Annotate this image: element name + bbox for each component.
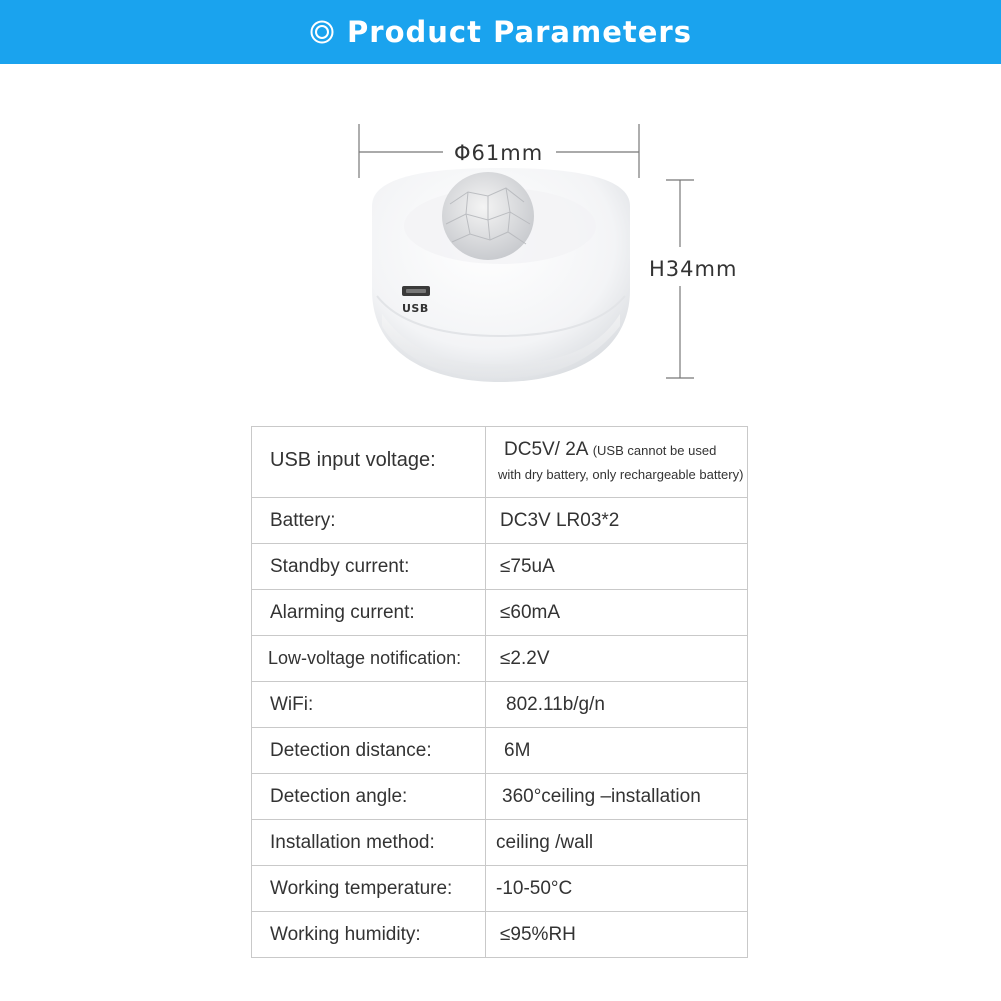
table-row <box>252 590 748 636</box>
param-key: Low-voltage notification: <box>252 636 486 682</box>
param-value: ≤95%RH <box>486 912 748 958</box>
product-figure <box>0 64 1001 424</box>
param-key: Standby current: <box>252 544 486 590</box>
param-key: WiFi: <box>252 682 486 728</box>
param-value <box>486 427 748 498</box>
param-value: ≤75uA <box>486 544 748 590</box>
param-key: Detection angle: <box>252 774 486 820</box>
usb-port-label: USB <box>402 302 429 315</box>
param-value: ≤60mA <box>486 590 748 636</box>
param-value-main: DC5V/ 2A <box>504 438 588 460</box>
page-title: Product Parameters <box>347 15 692 49</box>
product-illustration <box>0 64 1001 424</box>
table-row <box>252 682 748 728</box>
param-key: Alarming current: <box>252 590 486 636</box>
parameters-table <box>251 426 748 958</box>
param-value: ceiling /wall <box>486 820 748 866</box>
param-value: 802.11b/g/n <box>486 682 748 728</box>
param-value: ≤2.2V <box>486 636 748 682</box>
table-row <box>252 866 748 912</box>
header-banner <box>0 0 1001 64</box>
param-key: USB input voltage: <box>252 427 486 498</box>
table-row <box>252 544 748 590</box>
table-row <box>252 498 748 544</box>
diameter-label: Φ61mm <box>454 141 544 165</box>
param-value-note: (USB cannot be used <box>592 442 717 458</box>
table-row <box>252 820 748 866</box>
table-row <box>252 912 748 958</box>
param-key: Installation method: <box>252 820 486 866</box>
param-value: 360°ceiling –installation <box>486 774 748 820</box>
table-row <box>252 427 748 498</box>
param-key: Working temperature: <box>252 866 486 912</box>
double-circle-icon <box>309 19 335 45</box>
param-value: DC3V LR03*2 <box>486 498 748 544</box>
param-key: Detection distance: <box>252 728 486 774</box>
param-value: 6M <box>486 728 748 774</box>
table-row <box>252 774 748 820</box>
header-title-group <box>309 15 692 49</box>
param-key: Working humidity: <box>252 912 486 958</box>
table-row <box>252 636 748 682</box>
param-value-note: with dry battery, only rechargeable battery) <box>498 466 744 482</box>
height-label: H34mm <box>649 257 738 281</box>
param-value: -10-50°C <box>486 866 748 912</box>
param-key: Battery: <box>252 498 486 544</box>
table-row <box>252 728 748 774</box>
